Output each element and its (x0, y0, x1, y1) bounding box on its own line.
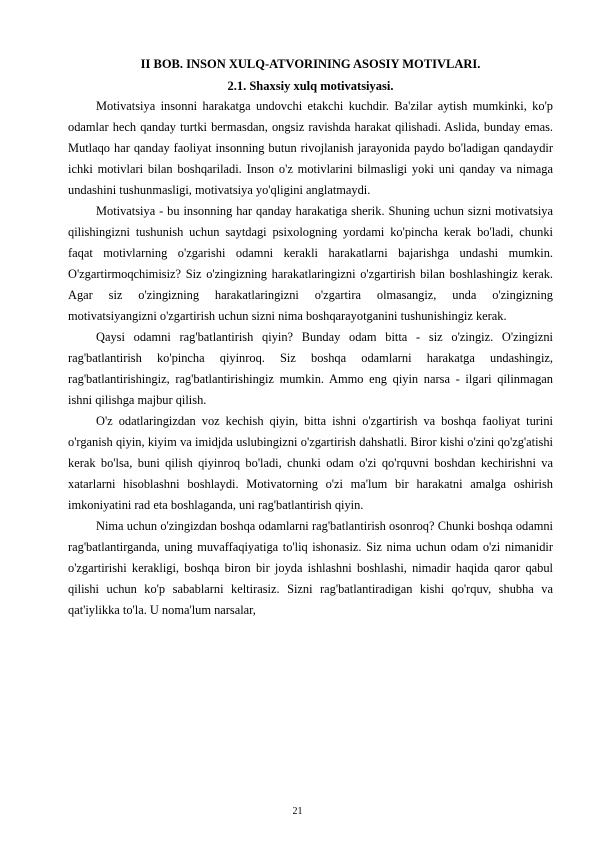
section-title: 2.1. Shaxsiy xulq motivatsiyasi. (227, 79, 394, 93)
paragraph-3: Qaysi odamni rag'batlantirish qiyin? Bunday odam bitta - siz o'zingiz. O'zingizni rag'batlantirish ko'pincha qiyinroq. Siz boshqa odamlarni harakatga undashingiz, rag'batlantirishingiz, rag'batlantirishingiz mumkin. Ammo eng qiyin narsa - ilgari qilinmagan ishni qilishga majbur qilish. (68, 330, 553, 407)
chapter-title: II BOB. INSON XULQ-ATVORINING ASOSIY MOTIVLARI. (140, 57, 481, 71)
page-number: 21 (292, 806, 303, 817)
paragraph-1: Motivatsiya insonni harakatga undovchi etakchi kuchdir. Ba'zilar aytish mumkinki, ko'p odamlar hech qanday turtki bermasdan, ongsiz ravishda harakat qilishadi. Aslida, bunday emas. Mutlaqo har qanday faoliyat insonning butun rivojlanish jarayonida paydo bo'ladigan qandaydir ichki motivlari bilan boshqariladi. Inson o'z motivlarini bilmasligi yoki uni qanday va nimaga undashini tushunmasligi, motivatsiya yo'qligini anglatmaydi. (68, 99, 553, 197)
paragraph-5: Nima uchun o'zingizdan boshqa odamlarni rag'batlantirish osonroq? Chunki boshqa odamni rag'batlantirganda, uning muvaffaqiyatiga to'liq ishonasiz. Siz nima uchun odam o'zi nimanidir o'zgartirishi kerakligi, boshqa biron bir joyda ishlashni boshlashi, nimadir haqida qaror qabul qilishi uchun ko'p sabablarni keltirasiz. Sizni rag'batlantiradigan kishi qo'rquv, shubha va qat'iylikka to'la. U noma'lum narsalar, (68, 519, 553, 617)
paragraph-4: O'z odatlaringizdan voz kechish qiyin, bitta ishni o'zgartirish va boshqa faoliyat turini o'rganish qiyin, kiyim va imidjda uslubingizni o'zgartirish dahshatli. Biror kishi o'zini qo'zg'atishi kerak bo'lsa, buni qilish qiyinroq bo'ladi, chunki odam o'zi qo'rquvni boshdan kechirishni va xatarlarni hisoblashni boshlaydi. Motivatorning o'zi ma'lum bir harakatni amalga oshirish imkoniyatini rad eta boshlaganda, uni rag'batlantirish qiyin. (68, 414, 553, 512)
document-page (68, 56, 553, 621)
paragraph-2: Motivatsiya - bu insonning har qanday harakatiga sherik. Shuning uchun sizni motivatsiya qilishingizni tushunish uchun saytdagi psixologning yordami ko'pincha kerak bo'ladi, chunki faqat motivlarning o'zgarishi odamni kerakli harakatlarni bajarishga undashi mumkin. O'zgartirmoqchimisiz? Siz o'zingizning harakatlaringizni o'zgartirish bilan boshlashingiz kerak. Agar siz o'zingizning harakatlaringizni o'zgartira olmasangiz, unda o'zingizning motivatsiyangizni o'zgartirish uchun sizni nima boshqarayotganini tushunishingiz kerak. (68, 204, 553, 323)
